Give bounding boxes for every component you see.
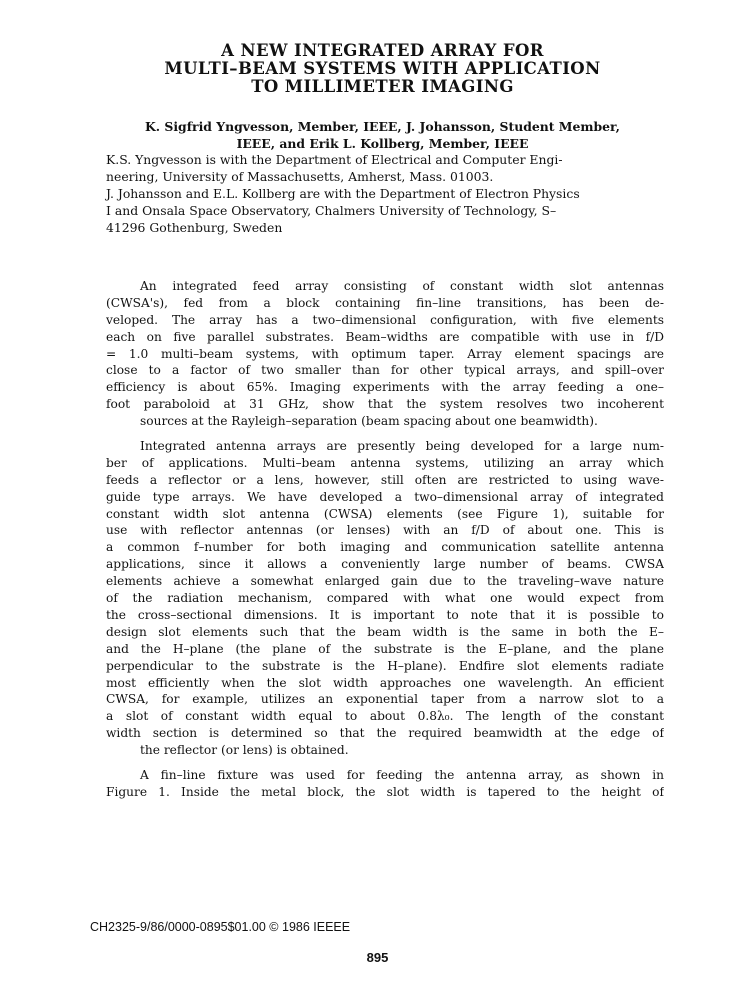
text-line: a slot of constant width equal to about 0.8λ₀. The length of the constant — [106, 709, 664, 724]
text-line: the cross–sectional dimensions. It is important to note that it is possible to — [106, 607, 664, 622]
body-text — [106, 278, 664, 809]
text-line: Integrated antenna arrays are presently being developed for a large num- — [140, 439, 664, 454]
affiliation-line: J. Johansson and E.L. Kollberg are with the Department of Electron Physics — [106, 186, 580, 201]
paragraph — [106, 438, 664, 759]
text-line: Figure 1. Inside the metal block, the slot width is tapered to the height of — [106, 784, 664, 799]
affiliation-line: 41296 Gothenburg, Sweden — [106, 220, 283, 235]
text-line: CWSA, for example, utilizes an exponential taper from a narrow slot to a — [106, 692, 664, 707]
text-line: a common f–number for both imaging and communication satellite antenna — [106, 540, 664, 555]
paragraph — [106, 767, 664, 801]
paragraph — [106, 278, 664, 430]
affiliation-block — [106, 151, 666, 236]
text-line: elements achieve a somewhat enlarged gain due to the traveling–wave nature — [106, 574, 664, 589]
text-line: efficiency is about 65%. Imaging experiments with the array feeding a one– — [106, 380, 664, 395]
paper-title — [60, 42, 705, 96]
text-line: veloped. The array has a two–dimensional configuration, with five elements — [106, 312, 664, 327]
text-line: each on five parallel substrates. Beam–widths are compatible with use in f/D — [106, 329, 664, 344]
page-number: 895 — [366, 950, 389, 965]
copyright-code: CH2325-9/86/0000-0895$01.00 © 1986 IEEEE — [90, 920, 351, 934]
text-line: = 1.0 multi–beam systems, with optimum taper. Array element spacings are — [106, 346, 664, 361]
text-line: of the radiation mechanism, compared with what one would expect from — [106, 591, 664, 606]
author-line: IEEE, and Erik L. Kollberg, Member, IEEE — [236, 136, 529, 151]
text-line: feeds a reflector or a lens, however, still often are restricted to using wave- — [106, 472, 664, 487]
text-line: sources at the Rayleigh–separation (beam spacing about one beamwidth). — [140, 414, 598, 429]
text-line: An integrated feed array consisting of constant width slot antennas — [140, 279, 664, 293]
text-line: most efficiently when the slot width approaches one wavelength. An efficient — [106, 675, 664, 690]
affiliation-line: neering, University of Massachusetts, Amherst, Mass. 01003. — [106, 169, 494, 184]
text-line: and the H–plane (the plane of the substrate is the E–plane, and the plane — [106, 641, 664, 656]
author-block — [100, 118, 665, 152]
text-line: guide type arrays. We have developed a two–dimensional array of integrated — [106, 489, 664, 504]
text-line: design slot elements such that the beam width is the same in both the E– — [106, 624, 664, 639]
text-line: the reflector (or lens) is obtained. — [140, 743, 349, 758]
text-line: constant width slot antenna (CWSA) elements (see Figure 1), suitable for — [106, 506, 664, 521]
text-line: foot paraboloid at 31 GHz, show that the system resolves two incoherent — [106, 397, 664, 412]
text-line: close to a factor of two smaller than for other typical arrays, and spill–over — [106, 363, 664, 378]
title-line: TO MILLIMETER IMAGING — [251, 77, 514, 96]
text-line: width section is determined so that the required beamwidth at the edge of — [106, 726, 664, 741]
affiliation-line: I and Onsala Space Observatory, Chalmers University of Technology, S– — [106, 203, 557, 218]
text-line: (CWSA's), fed from a block containing fin–line transitions, has been de- — [106, 295, 664, 310]
title-line: A NEW INTEGRATED ARRAY FOR — [221, 41, 544, 60]
text-line: applications, since it allows a conveniently large number of beams. CWSA — [106, 557, 664, 572]
text-line: perpendicular to the substrate is the H–plane). Endfire slot elements radiate — [106, 658, 664, 673]
text-line: ber of applications. Multi–beam antenna systems, utilizing an array which — [106, 455, 664, 470]
author-line: K. Sigfrid Yngvesson, Member, IEEE, J. Johansson, Student Member, — [145, 119, 620, 134]
text-line: A fin–line fixture was used for feeding the antenna array, as shown in — [140, 767, 664, 782]
text-line: use with reflector antennas (or lenses) with an f/D of about one. This is — [106, 523, 664, 538]
title-line: MULTI–BEAM SYSTEMS WITH APPLICATION — [164, 59, 601, 78]
affiliation-line: K.S. Yngvesson is with the Department of Electrical and Computer Engi- — [106, 152, 563, 167]
